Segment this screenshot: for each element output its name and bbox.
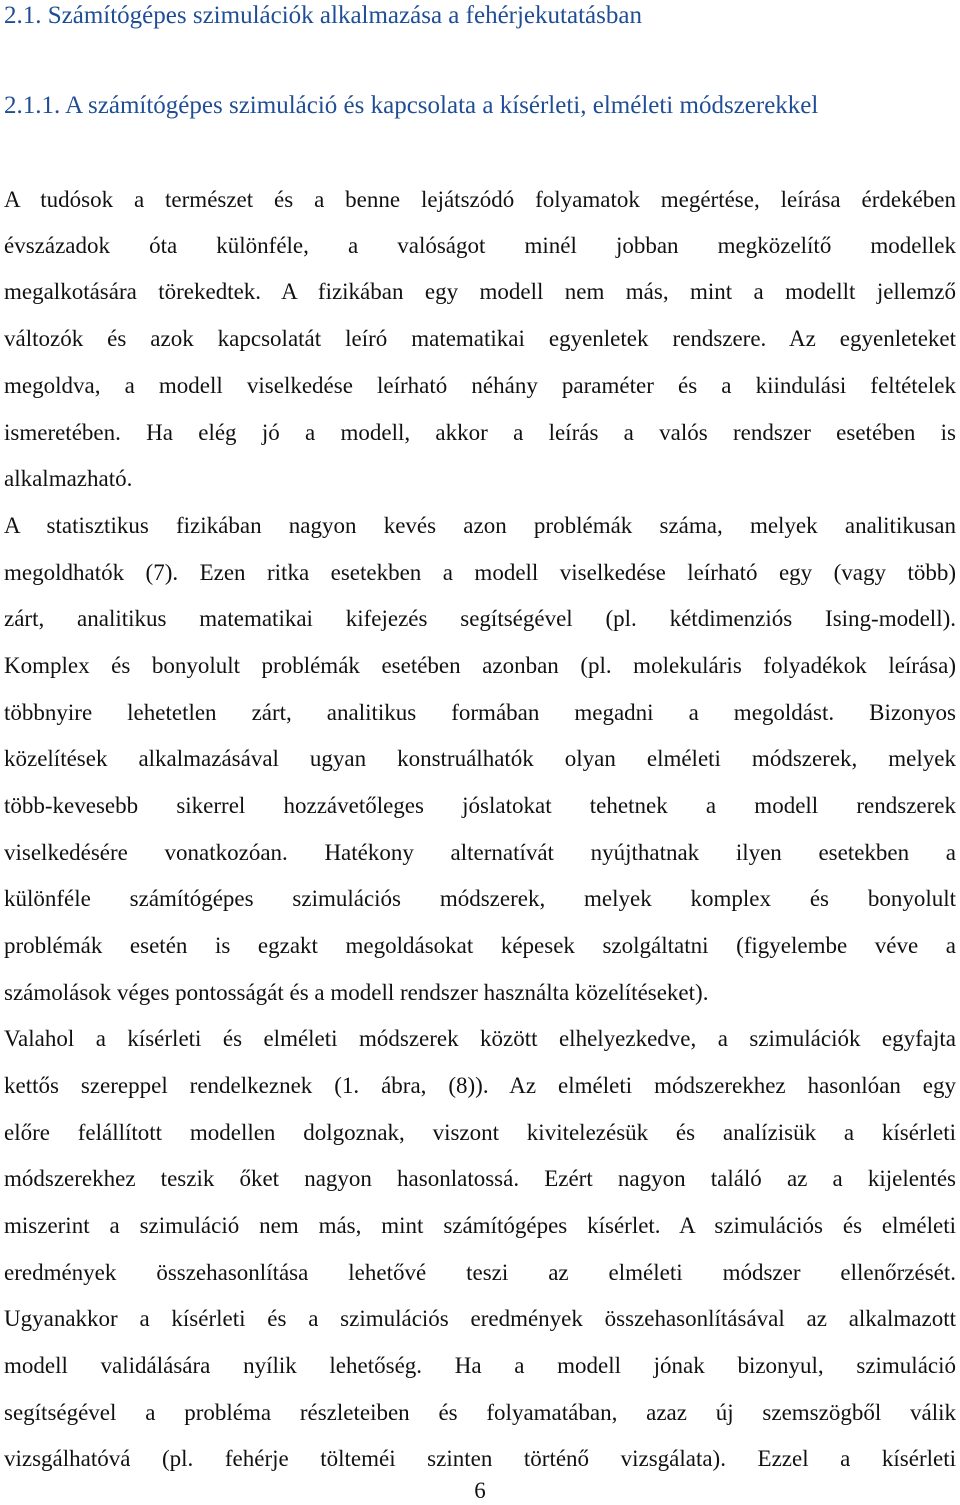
body-text-line: számolások véges pontosságát és a modell rendszer használta közelítéseket).: [4, 980, 709, 1005]
body-text-line: A tudósok a természet és a benne lejátszódó folyamatok megértése, leírása érdekében: [4, 187, 956, 212]
body-text-line: miszerint a szimuláció nem más, mint számítógépes kísérlet. A szimulációs és elméleti: [4, 1213, 956, 1238]
section-title: 2.1. Számítógépes szimulációk alkalmazása a fehérjekutatásban: [4, 2, 642, 29]
body-text-line: A statisztikus fizikában nagyon kevés azon problémák száma, melyek analitikusan: [4, 513, 956, 538]
body-text-line: eredmények összehasonlítása lehetővé teszi az elméleti módszer ellenőrzését.: [4, 1260, 956, 1285]
page-number: 6: [474, 1478, 486, 1503]
body-text-line: Valahol a kísérleti és elméleti módszerek között elhelyezkedve, a szimulációk egyfajta: [4, 1026, 956, 1051]
body-text-line: kettős szereppel rendelkeznek (1. ábra, (8)). Az elméleti módszerekhez hasonlóan egy: [4, 1073, 956, 1098]
body-text-line: ismeretében. Ha elég jó a modell, akkor a leírás a valós rendszer esetében is: [4, 420, 956, 445]
body-text-line: több-kevesebb sikerrel hozzávetőleges jóslatokat tehetnek a modell rendszerek: [4, 793, 956, 818]
body-text-line: megoldhatók (7). Ezen ritka esetekben a modell viselkedése leírható egy (vagy több): [4, 560, 956, 585]
body-text-line: módszerekhez teszik őket nagyon hasonlatossá. Ezért nagyon találó az a kijelentés: [4, 1166, 956, 1191]
body-text-line: megalkotására törekedtek. A fizikában egy modell nem más, mint a modellt jellemző: [4, 279, 956, 304]
body-text-line: különféle számítógépes szimulációs módszerek, melyek komplex és bonyolult: [4, 886, 956, 911]
body-text-line: zárt, analitikus matematikai kifejezés segítségével (pl. kétdimenziós Ising-modell).: [4, 606, 956, 631]
body-text-line: évszázadok óta különféle, a valóságot minél jobban megközelítő modellek: [4, 233, 956, 258]
body-text-line: többnyire lehetetlen zárt, analitikus formában megadni a megoldást. Bizonyos: [4, 700, 956, 725]
subsection-title: 2.1.1. A számítógépes szimuláció és kapcsolata a kísérleti, elméleti módszerekkel: [4, 92, 819, 119]
body-text-line: előre felállított modellen dolgoznak, viszont kivitelezésük és analízisük a kísérleti: [4, 1120, 956, 1145]
body-text-line: problémák esetén is egzakt megoldásokat képesek szolgáltatni (figyelembe véve a: [4, 933, 956, 958]
body-text-line: vizsgálhatóvá (pl. fehérje tölteméi szinten történő vizsgálata). Ezzel a kísérleti: [4, 1446, 956, 1471]
body-text-line: változók és azok kapcsolatát leíró matematikai egyenletek rendszere. Az egyenleteket: [4, 326, 956, 351]
body-text-line: modell validálására nyílik lehetőség. Ha a modell jónak bizonyul, szimuláció: [4, 1353, 956, 1378]
body-text-line: segítségével a probléma részleteiben és folyamatában, azaz új szemszögből válik: [4, 1400, 956, 1425]
body-text-line: közelítések alkalmazásával ugyan konstruálhatók olyan elméleti módszerek, melyek: [4, 746, 956, 771]
body-text-line: viselkedésére vonatkozóan. Hatékony alternatívát nyújthatnak ilyen esetekben a: [4, 840, 956, 865]
body-text-line: Komplex és bonyolult problémák esetében azonban (pl. molekuláris folyadékok leírása): [4, 653, 956, 678]
body-text-line: Ugyanakkor a kísérleti és a szimulációs eredmények összehasonlításával az alkalmazott: [4, 1306, 956, 1331]
body-text-line: alkalmazható.: [4, 466, 133, 491]
body-text-line: megoldva, a modell viselkedése leírható néhány paraméter és a kiindulási feltételek: [4, 373, 956, 398]
